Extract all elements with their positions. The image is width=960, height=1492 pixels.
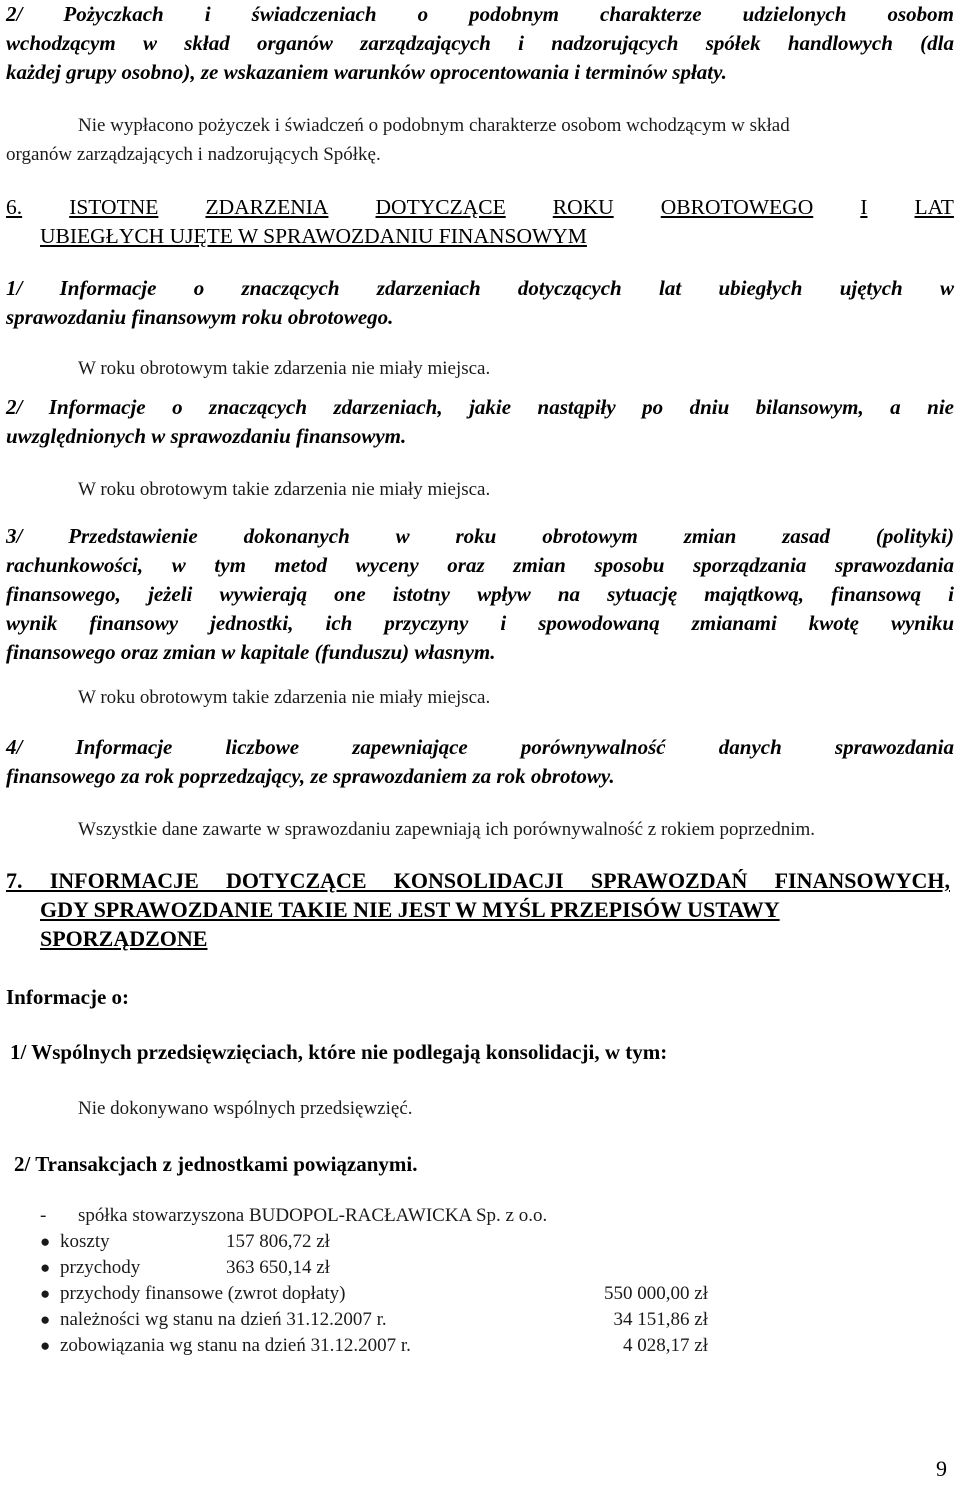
s6-q2-line-2: uwzględnionych w sprawozdaniu finansowym.	[6, 424, 407, 448]
s2-body-line-1: Nie wypłacono pożyczek i świadczeń o podobnym charakterze osobom wchodzącym w skład	[78, 115, 790, 136]
s6-q2-line-1: 2/ Informacje o znaczących zdarzeniach, jakie nastąpiły po dniu bilansowym, a nie	[6, 395, 954, 419]
item-label: należności wg stanu na dzień 31.12.2007 r.	[60, 1309, 387, 1330]
item-label: koszty	[60, 1231, 110, 1252]
info-label: Informacje o:	[6, 985, 130, 1009]
bullet-icon: ●	[40, 1232, 51, 1251]
item-label: przychody	[60, 1257, 141, 1278]
s6-q3-line-4: wynik finansowy jednostki, ich przyczyny i spowodowaną zmianami kwotę wyniku	[6, 611, 954, 635]
s6-q1-line-1: 1/ Informacje o znaczących zdarzeniach dotyczących lat ubiegłych ujętych w	[6, 276, 954, 300]
section-6-number: 6.	[6, 195, 23, 219]
section-6-title-word: LAT	[914, 195, 954, 219]
section-6-title-word: I	[860, 195, 868, 219]
item-value: 157 806,72 zł	[226, 1231, 330, 1252]
section-7-title-line-1: 7. INFORMACJE DOTYCZĄCE KONSOLIDACJI SPRAWOZDAŃ FINANSOWYCH,	[6, 868, 950, 893]
bullet-icon: ●	[40, 1310, 51, 1329]
item-value: 363 650,14 zł	[226, 1257, 330, 1278]
s6-a1: W roku obrotowym takie zdarzenia nie miały miejsca.	[78, 358, 491, 379]
s2-heading-line-2: wchodzącym w skład organów zarządzających i nadzorujących spółek handlowych (dla	[6, 31, 954, 55]
section-6-title-word: ROKU	[552, 195, 614, 219]
s2-body-line-2: organów zarządzających i nadzorujących Spółkę.	[6, 144, 381, 165]
s6-q1-line-2: sprawozdaniu finansowym roku obrotowego.	[6, 305, 394, 329]
s6-q3-line-2: rachunkowości, w tym metod wyceny oraz zmian sposobu sporządzania sprawozdania	[6, 553, 954, 577]
section-6-title-word: DOTYCZĄCE	[375, 195, 506, 219]
section-6-title-line-1	[6, 193, 954, 222]
s2-heading-line-3: każdej grupy osobno), ze wskazaniem warunków oprocentowania i terminów spłaty.	[6, 60, 727, 84]
list-dash: -	[40, 1205, 47, 1226]
bullet-icon: ●	[40, 1336, 51, 1355]
item-label: przychody finansowe (zwrot dopłaty)	[60, 1283, 346, 1304]
s6-a4: Wszystkie dane zawarte w sprawozdaniu zapewniają ich porównywalność z rokiem poprzednim.	[78, 819, 816, 840]
s6-q3-line-1: 3/ Przedstawienie dokonanych w roku obrotowym zmian zasad (polityki)	[6, 524, 954, 548]
bullet-icon: ●	[40, 1284, 51, 1303]
item-value: 550 000,00 zł	[604, 1283, 708, 1304]
s2-heading-line-1: 2/ Pożyczkach i świadczeniach o podobnym charakterze udzielonych osobom	[6, 2, 954, 26]
company-name: spółka stowarzyszona BUDOPOL-RACŁAWICKA Sp. z o.o.	[78, 1205, 548, 1226]
section-6-title-line-2: UBIEGŁYCH UJĘTE W SPRAWOZDANIU FINANSOWYM	[40, 224, 587, 248]
section-7-title-line-3: SPORZĄDZONE	[40, 926, 208, 951]
s7-a1: Nie dokonywano wspólnych przedsięwzięć.	[78, 1098, 413, 1119]
s6-q3-line-3: finansowego, jeżeli wywierają one istotny wpływ na sytuację majątkową, finansową i	[6, 582, 954, 606]
item-value: 34 151,86 zł	[613, 1309, 708, 1330]
section-7-title-line-2: GDY SPRAWOZDANIE TAKIE NIE JEST W MYŚL PRZEPISÓW USTAWY	[40, 897, 780, 922]
item-value: 4 028,17 zł	[623, 1335, 708, 1356]
item-label: zobowiązania wg stanu na dzień 31.12.2007 r.	[60, 1335, 411, 1356]
s6-a2: W roku obrotowym takie zdarzenia nie miały miejsca.	[78, 479, 491, 500]
s7-q2: 2/ Transakcjach z jednostkami powiązanymi.	[14, 1152, 418, 1176]
s6-q4-line-2: finansowego za rok poprzedzający, ze sprawozdaniem za rok obrotowy.	[6, 764, 615, 788]
s7-q1: 1/ Wspólnych przedsięwzięciach, które nie podlegają konsolidacji, w tym:	[10, 1040, 668, 1064]
s6-q4-line-1: 4/ Informacje liczbowe zapewniające porównywalność danych sprawozdania	[6, 735, 954, 759]
bullet-icon: ●	[40, 1258, 51, 1277]
section-6-title-word: ISTOTNE	[69, 195, 159, 219]
s6-a3: W roku obrotowym takie zdarzenia nie miały miejsca.	[78, 687, 491, 708]
s6-q3-line-5: finansowego oraz zmian w kapitale (funduszu) własnym.	[6, 640, 496, 664]
section-6-title-word: OBROTOWEGO	[660, 195, 814, 219]
page-number: 9	[936, 1456, 947, 1481]
section-6-title-word: ZDARZENIA	[205, 195, 329, 219]
